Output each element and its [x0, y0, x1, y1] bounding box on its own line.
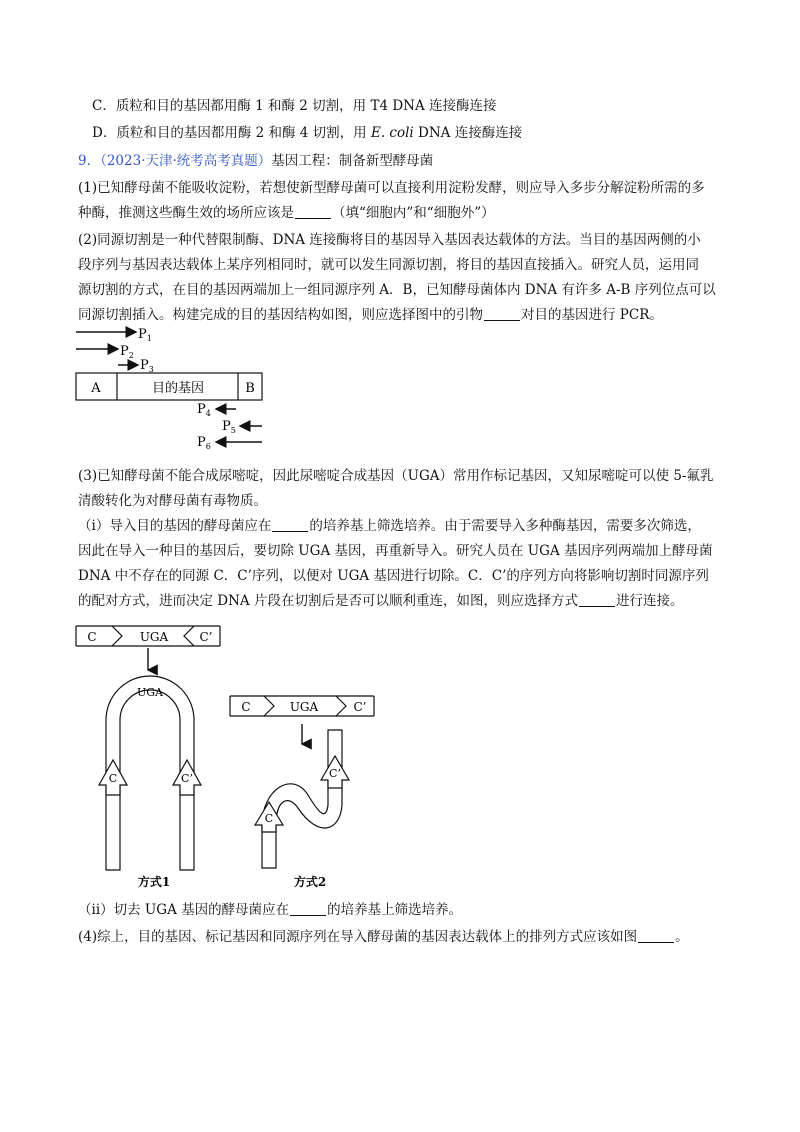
gene-structure-figure	[70, 320, 280, 455]
part3-line4: 因此在导入一种目的基因后，要切除 UGA 基因，再重新导入。研究人员在 UGA 基因序列两端加上酵母菌	[78, 543, 713, 559]
part3-line5: DNA 中不存在的同源 C．C’序列，以便对 UGA 基因进行切除。C．C’的序列方向将影响切割时同源序列	[78, 568, 709, 584]
segment-target-gene: 目的基因	[151, 381, 205, 396]
svg-text:C: C	[108, 772, 118, 785]
top-sequence-strand	[76, 626, 220, 646]
svg-text:C: C	[264, 812, 274, 825]
primer-p6-label: $P_6$	[197, 435, 211, 451]
svg-text:UGA: UGA	[136, 686, 164, 699]
method1-label: 方式1	[137, 875, 171, 889]
question-9-header: 9．（2023·天津·统考高考真题）基因工程：制备新型酵母菌	[78, 153, 434, 169]
method2-label: 方式2	[293, 875, 327, 889]
part3-line3: （i）导入目的基因的酵母菌应在 的培养基上筛选培养。由于需要导入多种酶基因，需要多次筛选，	[78, 518, 701, 534]
svg-text:UGA: UGA	[289, 700, 319, 714]
part3-ii-line: （ii）切去 UGA 基因的酵母菌应在 的培养基上筛选培养。	[78, 902, 463, 918]
part2-line4: 同源切割插入。构建完成的目的基因结构如图，则应选择图中的引物 对目的基因进行 PCR。	[78, 307, 663, 323]
answer-blank[interactable]	[295, 204, 331, 219]
answer-blank[interactable]	[638, 928, 674, 943]
svg-text:C’: C’	[181, 772, 193, 785]
svg-text:C’: C’	[353, 700, 367, 714]
svg-text:C: C	[241, 700, 251, 714]
segment-a: A	[91, 381, 101, 396]
part3-line2: 清酸转化为对酵母菌有毒物质。	[78, 493, 267, 509]
part3-line1: (3)已知酵母菌不能合成尿嘧啶，因此尿嘧啶合成基因（UGA）常用作标记基因，又知尿嘧啶可以使 5-氟乳	[78, 468, 714, 484]
part2-line2: 段序列与基因表达载体上某序列相同时，就可以发生同源切割，将目的基因直接插入。研究人员，运用同	[78, 257, 699, 273]
option-c: C．质粒和目的基因都用酶 1 和酶 2 切割，用 T4 DNA 连接酶连接	[92, 98, 497, 114]
method2-sequence-strand	[230, 696, 374, 716]
primer-p3-label: $P_3$	[140, 358, 154, 374]
answer-blank[interactable]	[290, 901, 326, 916]
svg-text:C: C	[87, 630, 97, 644]
part4-line: (4)综上，目的基因、标记基因和同源序列在导入酵母菌的基因表达载体上的排列方式应该如图 。	[78, 929, 689, 945]
option-d: D．质粒和目的基因都用酶 2 和酶 4 切割，用 E. coli DNA 连接酶连接	[92, 125, 523, 141]
part2-line1: (2)同源切割是一种代替限制酶、DNA 连接酶将目的基因导入基因表达载体的方法。当目的基因两侧的小	[78, 232, 701, 248]
primer-p1-label: $P_1$	[138, 327, 152, 343]
primer-p5-label: $P_5$	[222, 419, 236, 435]
segment-b: B	[245, 381, 255, 396]
part2-line3: 源切割的方式，在目的基因两端加上一组同源序列 A．B，已知酵母菌体内 DNA 有许多 A-B 序列位点可以	[78, 282, 716, 298]
svg-text:UGA: UGA	[139, 630, 169, 644]
method2-s-curve	[255, 730, 349, 868]
primer-p2-label: $P_2$	[120, 344, 134, 360]
svg-text:C’: C’	[199, 630, 213, 644]
answer-blank[interactable]	[579, 592, 615, 607]
svg-text:C’: C’	[329, 767, 341, 780]
answer-blank[interactable]	[484, 306, 520, 321]
part3-line6: 的配对方式，进而决定 DNA 片段在切割后是否可以顺利重连，如图，则应选择方式 进行连接。	[78, 593, 684, 609]
part1-line2: 种酶，推测这些酶生效的场所应该是 （填“细胞内”和“细胞外”）	[78, 205, 495, 221]
answer-blank[interactable]	[272, 517, 308, 532]
method1-hairpin	[99, 676, 201, 870]
part1-line1: (1)已知酵母菌不能吸收淀粉，若想使新型酵母菌可以直接利用淀粉发酵，则应导入多步分解淀粉所需的多	[78, 180, 705, 196]
uga-excision-figure	[70, 620, 390, 890]
primer-p4-label: $P_4$	[197, 402, 211, 418]
